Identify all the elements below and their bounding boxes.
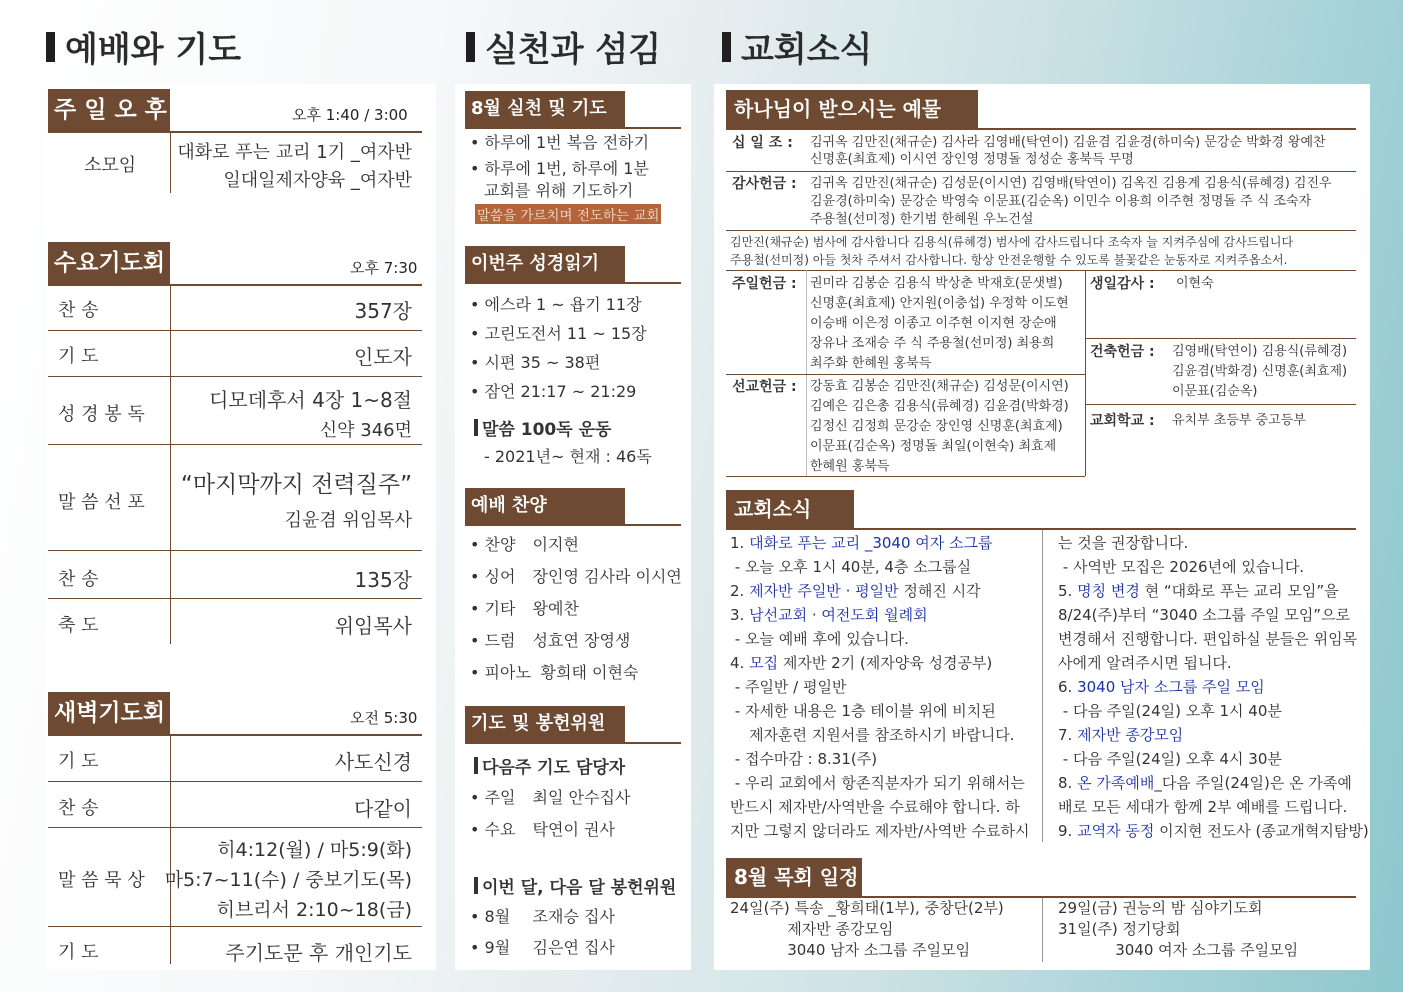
news-item-title: 남선교회 · 여전도회 월례회 [749, 606, 928, 624]
dawn-time: 오전 5:30 [350, 709, 418, 727]
divider [726, 476, 1085, 477]
praise-item: • 피아노 황희태 이현숙 [470, 660, 638, 683]
sunday-offering-line: 최주화 한혜원 홍북득 [810, 356, 932, 371]
reading-sub-text: 말씀 100독 운동 [482, 420, 612, 440]
section-title-news [722, 22, 872, 71]
news-line: - 사역반 모집은 2026년에 있습니다. [1058, 558, 1305, 576]
praise-names: 황희태 이현숙 [540, 663, 639, 682]
building-label: 건축헌금 : [1090, 344, 1155, 360]
news-item-title: 3040 남자 소그룹 주일 모임 [1077, 678, 1265, 696]
offering-header: 하나님이 받으시는 예물 [726, 90, 978, 128]
news-item-title: 제자반 종강모임 [1077, 726, 1184, 744]
news-line: 사에게 알려주시면 됩니다. [1058, 654, 1232, 672]
divider [48, 376, 422, 377]
schedule-right-line: 3040 여자 소그룹 주일모임 [1058, 941, 1299, 959]
news-item-title: 명칭 변경 [1077, 582, 1140, 600]
praise-item: • 찬양 이지현 [470, 532, 579, 555]
row-value: 사도신경 [334, 750, 412, 774]
building-line: 이문표(김순옥) [1172, 384, 1258, 399]
prayer-person: 탁연이 권사 [532, 820, 615, 839]
building-line: 김윤겸(박화경) 신명훈(최효제) [1172, 364, 1348, 379]
news-number: 1. [730, 534, 750, 552]
bar-icon [474, 419, 478, 436]
row-label: 기 도 [58, 346, 99, 367]
bar-icon [474, 877, 478, 894]
prayer-item: • 수요 탁연이 권사 [470, 817, 615, 840]
building-line: 김영배(탁연이) 김용식(류혜경) [1172, 344, 1348, 359]
news-right-column [1058, 531, 1369, 843]
praise-role: 찬양 [484, 535, 516, 554]
dawn-header: 새벽기도회 [48, 692, 170, 734]
row-label: 찬 송 [58, 569, 99, 590]
offering-month: 8월 [484, 907, 511, 926]
divider [726, 270, 1356, 271]
mission-line: 한혜원 홍북득 [810, 459, 890, 474]
row-label: 기 도 [58, 751, 99, 772]
divider [170, 133, 171, 193]
section-title-practice [466, 22, 661, 71]
divider [465, 282, 681, 284]
reading-item: • 고린도전서 11 ~ 15장 [470, 324, 647, 343]
reading-item: • 에스라 1 ~ 욥기 11장 [470, 295, 642, 314]
wednesday-time: 오후 7:30 [350, 259, 418, 277]
prayer-sub2-text: 이번 달, 다음 달 봉헌위원 [482, 878, 677, 898]
reading-item-text: 에스라 1 ~ 욥기 11장 [484, 295, 642, 314]
news-item-text: 정해진 시각 [898, 582, 981, 600]
news-line: 반드시 제자반/사역반을 수료해야 합니다. 하 [730, 798, 1020, 816]
sunday-offering-line: 신명훈(최효제) 안지원(이충섭) 우정학 이도현 [810, 296, 1069, 311]
row-value: 위임목사 [334, 614, 412, 638]
news-line [1058, 819, 1369, 843]
news-line: - 다음 주일(24일) 오후 1시 40분 [1058, 702, 1282, 720]
prayer-sub1-text: 다음주 기도 담당자 [482, 758, 626, 778]
news-line [1058, 579, 1358, 603]
practice-item-text: 하루에 1번 복음 전하기 [484, 133, 650, 152]
news-line: - 접수마감 : 8.31(주) [730, 750, 878, 768]
news-header: 교회소식 [726, 490, 854, 528]
news-line [730, 531, 1040, 555]
row-value: 135장 [354, 568, 412, 592]
divider [726, 528, 1356, 530]
news-item-text: 제자반 2기 (제자양육 성경공부) [778, 654, 993, 672]
prayer-day: 주일 [484, 788, 516, 807]
news-item-title: 모집 [749, 654, 779, 672]
divider [726, 230, 1356, 231]
divider [170, 286, 171, 644]
divider [726, 171, 1356, 172]
news-number: 6. [1058, 678, 1078, 696]
praise-names: 이지현 [532, 535, 579, 554]
news-line: - 우리 교회에서 항존직분자가 되기 위해서는 [730, 774, 1025, 792]
news-line [730, 651, 1040, 675]
row-value: 히브리서 2:10~18(금) [216, 899, 412, 921]
school-list: 유치부 초등부 중고등부 [1172, 413, 1306, 428]
praise-role: 드럼 [484, 631, 516, 650]
news-number: 7. [1058, 726, 1078, 744]
row-label: 찬 송 [58, 798, 99, 819]
practice-item: • 하루에 1번, 하루에 1분 [470, 159, 649, 178]
praise-names: 성효연 장영생 [532, 631, 631, 650]
row-value: 인도자 [354, 345, 412, 369]
news-line [1058, 675, 1358, 699]
preacher: 김윤겸 위임목사 [284, 510, 412, 531]
reading-subline: - 2021년~ 현재 : 46독 [484, 447, 652, 466]
offering-member: • 8월 조재승 집사 [470, 904, 615, 927]
news-item-title: 대화로 푸는 교리 _3040 여자 소그룹 [749, 534, 993, 552]
offering-month: 9월 [484, 938, 511, 957]
schedule-left-line: 3040 남자 소그룹 주일모임 [730, 941, 971, 959]
reading-item: • 시편 35 ~ 38편 [470, 353, 601, 372]
news-line: 지만 그렇지 않더라도 제자반/사역반 수료하시 [730, 822, 1030, 840]
schedule-right-line: 29일(금) 권능의 밤 심야기도회 [1058, 899, 1263, 917]
divider [48, 131, 422, 133]
praise-item: • 기타 왕예찬 [470, 596, 579, 619]
sunday-line2: 일대일제자양육 _여자반 [223, 170, 412, 191]
praise-item: • 싱어 장인영 김사라 이시연 [470, 564, 682, 587]
sunday-offering-line: 장유나 조재승 주 식 주용철(선미정) 최용희 [810, 336, 1055, 351]
news-line: 8/24(주)부터 “3040 소그룹 주일 모임”으로 [1058, 606, 1351, 624]
divider [1042, 530, 1043, 842]
praise-role: 싱어 [484, 567, 516, 586]
sunday-time: 오후 1:40 / 3:00 [292, 106, 408, 124]
divider [726, 374, 1085, 375]
divider [1042, 898, 1043, 962]
reading-sub [474, 415, 611, 440]
news-line: - 자세한 내용은 1층 테이블 위에 비치된 [730, 702, 996, 720]
prayer-item: • 주일 최일 안수집사 [470, 785, 630, 808]
news-line [1058, 771, 1358, 795]
news-line [1058, 723, 1358, 747]
row-label: 찬 송 [58, 300, 99, 321]
news-line: 배로 모든 세대가 함께 2부 예배를 드립니다. [1058, 798, 1348, 816]
divider [48, 926, 422, 927]
divider [48, 330, 422, 331]
divider [48, 444, 422, 445]
reading-item-text: 시편 35 ~ 38편 [484, 353, 601, 372]
sermon-title: “마지막까지 전력질주” [180, 472, 412, 498]
news-line [730, 603, 1040, 627]
tithe-label: 십 일 조 : [732, 135, 793, 151]
prayer-sub1 [474, 753, 625, 778]
praise-item: • 드럼 성효연 장영생 [470, 628, 630, 651]
row-label: 말 씀 선 포 [58, 492, 145, 513]
row-value: 신약 346면 [319, 420, 412, 441]
row-value: 주기도문 후 개인기도 [225, 941, 412, 965]
birthday-name: 이현숙 [1176, 276, 1214, 291]
row-value: 히4:12(월) / 마5:9(화) [217, 839, 412, 861]
wednesday-header: 수요기도회 [48, 242, 170, 284]
divider [1085, 338, 1356, 339]
row-label: 기 도 [58, 942, 99, 963]
mission-line: 강동효 김봉순 김만진(채규순) 김성문(이시연) [810, 379, 1069, 394]
offering-member: • 9월 김은연 집사 [470, 935, 615, 958]
offering-person: 김은연 집사 [532, 938, 615, 957]
news-number: 2. [730, 582, 750, 600]
praise-role: 기타 [484, 599, 516, 618]
news-number: 3. [730, 606, 750, 624]
row-label: 말 씀 묵 상 [58, 870, 145, 891]
thanks-label: 감사헌금 : [732, 176, 797, 192]
prayer-person: 최일 안수집사 [532, 788, 631, 807]
news-line: - 오늘 오후 1시 40분, 4층 소그룹실 [730, 558, 972, 576]
sunday-label: 소모임 [84, 155, 137, 176]
row-value: 디모데후서 4장 1~8절 [209, 388, 412, 412]
thanks-note: 김만진(채규순) 범사에 감사합니다 김용식(류혜경) 범사에 감사드립니다 조숙자 늘 지켜주심에 감사드립니다 [730, 235, 1294, 249]
mission-line: 이문표(김순옥) 정명돌 최일(이현숙) 최효제 [810, 439, 1057, 454]
mission-label: 선교헌금 : [732, 379, 797, 395]
news-left-column [730, 531, 1040, 843]
divider [465, 524, 681, 526]
schedule-header: 8월 목회 일정 [726, 858, 862, 896]
praise-names: 장인영 김사라 이시연 [532, 567, 682, 586]
section-title-text: 예배와 기도 [65, 30, 242, 70]
divider [465, 127, 681, 129]
divider [806, 270, 807, 476]
news-line: 제자훈련 지원서를 참조하시기 바랍니다. [730, 726, 1015, 744]
mission-line: 김정신 김정희 문강순 장인영 신명훈(최효제) [810, 419, 1063, 434]
news-line: 는 것을 권장합니다. [1058, 534, 1189, 552]
school-label: 교회학교 : [1090, 413, 1155, 429]
mission-line: 김예은 김은총 김용식(류혜경) 김윤겸(박화경) [810, 399, 1069, 414]
divider [465, 742, 681, 744]
schedule-right-line: 31일(주) 정기당회 [1058, 920, 1181, 938]
news-item-title: 온 가족예배 [1077, 774, 1155, 792]
row-label: 성 경 봉 독 [58, 404, 145, 425]
thanks-line: 김윤경(하미숙) 문강순 박영숙 이문표(김순옥) 이민수 이용희 이주현 정명돌 주 식 조숙자 [810, 194, 1312, 209]
divider [48, 827, 422, 828]
row-value: 다같이 [354, 797, 412, 821]
row-value: 357장 [354, 299, 412, 323]
bar-icon [474, 757, 478, 774]
section-title-worship [46, 22, 241, 71]
prayer-sub2 [474, 873, 676, 898]
sunday-offering-line: 이승배 이은정 이종고 이주현 이지현 장순애 [810, 316, 1057, 331]
news-item-text: 현 “대화로 푸는 교리 모임”을 [1139, 582, 1339, 600]
offering-person: 조재승 집사 [532, 907, 615, 926]
thanks-note: 주용철(선미정) 아들 첫차 주셔서 감사합니다. 항상 안전운행할 수 있도록 불꽃같은 눈동자로 지켜주옵소서. [730, 253, 1288, 267]
prayer-day: 수요 [484, 820, 516, 839]
prayer-header: 기도 및 봉헌위원 [465, 706, 625, 742]
news-item-title: 교역자 동정 [1077, 822, 1155, 840]
tithe-line: 김귀옥 김만진(채규순) 김사라 김영배(탁연이) 김윤겸 김윤경(하미숙) 문강순 박화경 왕예찬 [810, 135, 1326, 150]
church-motto: 말씀을 가르치며 전도하는 교회 [475, 204, 661, 224]
divider [170, 736, 171, 964]
practice-header: 8월 실천 및 기도 [465, 91, 625, 127]
divider [48, 550, 422, 551]
divider [48, 781, 422, 782]
sunday-line1: 대화로 푸는 교리 1기 _여자반 [177, 142, 412, 163]
news-item-text: 이지현 전도사 (종교개혁지탐방) [1154, 822, 1369, 840]
divider [1085, 404, 1356, 405]
reading-item-text: 고린도전서 11 ~ 15장 [484, 324, 647, 343]
reading-item: • 잠언 21:17 ~ 21:29 [470, 382, 637, 401]
news-line: - 주일반 / 평일반 [730, 678, 847, 696]
divider [48, 284, 422, 286]
divider [726, 128, 1356, 130]
thanks-line: 김귀옥 김만진(채규순) 김성문(이시연) 김영배(탁연이) 김옥진 김용계 김용식(류혜경) 김진우 [810, 176, 1332, 191]
divider [1085, 270, 1086, 476]
divider [48, 598, 422, 599]
practice-item: • 하루에 1번 복음 전하기 [470, 133, 650, 152]
practice-item-text: 하루에 1번, 하루에 1분 [484, 159, 649, 178]
section-title-text: 교회소식 [741, 30, 873, 70]
news-item-title: 제자반 주일반 · 평일반 [749, 582, 899, 600]
row-value: 마5:7~11(수) / 중보기도(목) [164, 869, 412, 891]
schedule-left-line: 24일(주) 특송 _황희태(1부), 중창단(2부) [730, 899, 1004, 917]
tithe-line: 신명훈(최효제) 이시연 장인영 정명돌 정성순 홍북득 무명 [810, 152, 1134, 167]
divider [48, 734, 422, 736]
schedule-left-line: 제자반 종강모임 [730, 920, 894, 938]
reading-header: 이번주 성경읽기 [465, 246, 625, 282]
praise-names: 왕예찬 [532, 599, 579, 618]
news-line [730, 579, 1040, 603]
news-item-text: _다음 주일(24일)은 온 가족예 [1154, 774, 1352, 792]
news-line: 변경해서 진행합니다. 편입하실 분들은 위임목 [1058, 630, 1358, 648]
thanks-line: 주용철(선미정) 한기범 한혜원 우노건설 [810, 212, 1034, 227]
praise-header: 예배 찬양 [465, 488, 625, 524]
sunday-offering-line: 권미라 김봉순 김용식 박상춘 박재호(문샛별) [810, 276, 1063, 291]
birthday-label: 생일감사 : [1090, 276, 1155, 292]
news-number: 5. [1058, 582, 1078, 600]
sunday-offering-label: 주일헌금 : [732, 276, 797, 292]
practice-item: 교회를 위해 기도하기 [484, 181, 634, 200]
news-number: 4. [730, 654, 750, 672]
news-line: - 오늘 예배 후에 있습니다. [730, 630, 909, 648]
reading-item-text: 잠언 21:17 ~ 21:29 [484, 382, 637, 401]
section-title-text: 실천과 섬김 [485, 30, 662, 70]
praise-role: 피아노 [484, 663, 531, 682]
news-line: - 다음 주일(24일) 오후 4시 30분 [1058, 750, 1282, 768]
news-number: 9. [1058, 822, 1078, 840]
row-label: 축 도 [58, 615, 99, 636]
sunday-header: 주 일 오 후 [48, 89, 170, 131]
news-number: 8. [1058, 774, 1078, 792]
